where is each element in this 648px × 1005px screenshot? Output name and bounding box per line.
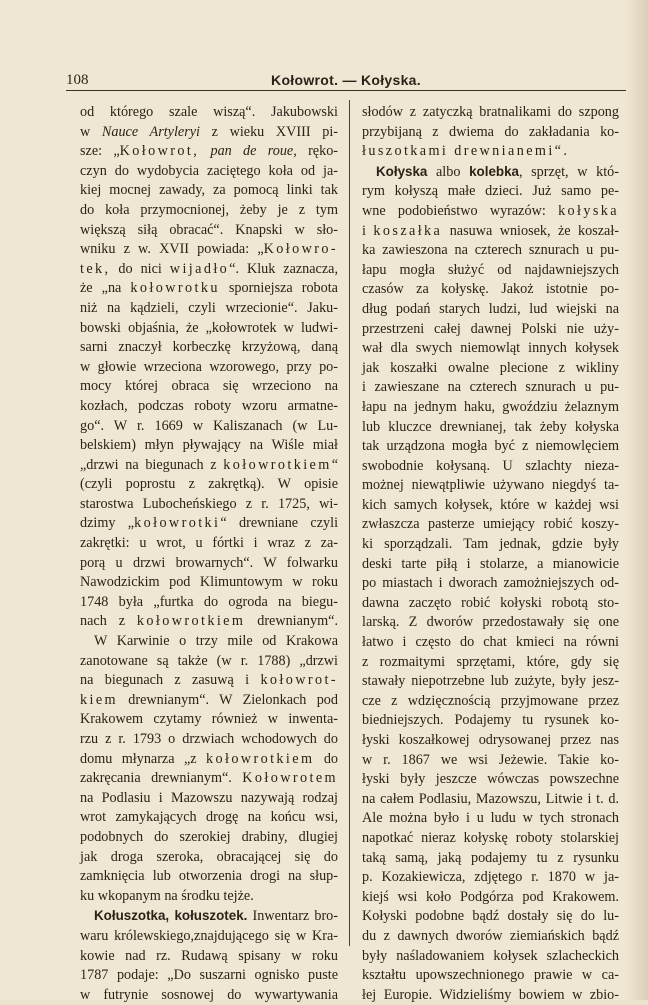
text-line: przestrzeni całej dawnej Polski nie uży- (362, 320, 619, 337)
text-line: mocy której obraca się wrzeciono na (80, 378, 338, 395)
text-line: słodów z zatyczką bratnalikami do szpong (362, 104, 619, 120)
text-line: rym kołyszą małe dzieci. Już samo pe- (362, 183, 619, 200)
text-line: kiej mocnej zawady, za pomocą linki tak (80, 182, 338, 199)
text-line: starostwa Lubocheńskiego z r. 1725, wi- (80, 495, 338, 512)
text-line: larską. Z dworów przedostawały się one (362, 614, 619, 631)
text-line: tak urządzona mogła być z niemowlęciem (362, 438, 619, 455)
text-line: du z dawnych dworów ziemiańskich bądź (362, 927, 619, 944)
text-line: (czyli poprostu z zakrętką). W opisie (80, 476, 338, 493)
text-line: czasów za kołyskę. Jakoż istotnie po- (362, 281, 619, 298)
text-line: biedniejszych. Podajemy tu rysunek ko- (362, 712, 619, 729)
text-line: do koła przymocnionej, żeby je z tym (80, 201, 338, 218)
text-line: „drzwi na biegunach z kołowrotkiem“ (80, 456, 338, 473)
text-line: 1787 podaje: „Do suszarni ognisko puste (80, 967, 338, 984)
page-edge-shadow (626, 0, 648, 1000)
text-line: deski tarte piłą i stolarze, a mianowicie (362, 555, 619, 572)
text-line: od którego szale wiszą“. Jakubowski (80, 104, 338, 120)
text-line: przybijaną z dwiema do zakładania ko- (362, 123, 619, 140)
text-line: wał dla swych niemowląt innych kołysek (362, 340, 619, 357)
page-header (66, 62, 626, 88)
text-line: wne podobieństwo wyrazów: kołyska (362, 202, 619, 219)
text-line: łapu mogła służyć od najdawniejszych (362, 261, 619, 278)
text-line: czyn do wydobycia zaciętego koła od ja- (80, 162, 338, 179)
text-line: wrot zamykających drogę na końcu wsi, (80, 809, 338, 826)
text-line: tek, do nici wijadło“. Kluk zaznacza, (80, 260, 338, 277)
page-number: 108 (66, 72, 89, 88)
column-divider (349, 100, 350, 946)
text-line: jak droga szeroka, obracającej się do (80, 848, 338, 865)
text-line: jak koszałki owalne plecione z wikliny (362, 359, 619, 376)
text-line: łatwo i często do chat kmieci na równi (362, 634, 619, 651)
entry-heading: Kołuszotka, kołuszotek. (94, 908, 248, 924)
text-line: łej Europie. Widzieliśmy bowiem w zbio- (362, 986, 619, 1003)
text-line: zakręcania drewnianym“. Kołowrotem (80, 770, 338, 787)
text-line: łyski koszałkowej odrysowanej przez nas (362, 732, 619, 748)
header-rule (66, 90, 626, 91)
text-line: po miastach i dworach zamożniejszych od- (362, 575, 619, 592)
text-line: Ale można było i u ludu w tych stronach (362, 810, 619, 827)
text-line: sarni znaczył korbeczkę krzyżową, daną (80, 339, 338, 356)
text-line: zanotowane są także (w r. 1788) „drzwi (80, 652, 338, 669)
text-line: łuszotkami drewnianemi“. (362, 143, 570, 160)
text-line: kształtu upowszechnionego prawie w ca- (362, 967, 619, 984)
text-line: z rozmaitymi sprzętami, które, gdy się (362, 653, 619, 670)
text-line: belskiem) młyn pływający na Wiśle miał (80, 437, 338, 454)
text-line: Nawodzickim pod Klimuntowym w roku (80, 574, 338, 591)
text-line: dawna zaczęto robić kołyski robotą sto- (362, 594, 619, 611)
text-line: zwłaszcza pasterze umiejący robić koszy- (362, 516, 619, 533)
text-line: kich samych kołysek, które w każdej wsi (362, 496, 619, 513)
text-line: kozłach, podczas roboty wzoru armatne- (80, 397, 338, 414)
text-line: Krakowem czytamy również w inwenta- (80, 711, 338, 728)
text-line: stawały niepotrzebne lub zużyte, były jesz- (362, 673, 619, 690)
text-line: p. Kozakiewicza, zdjętego r. 1870 w ja- (362, 869, 619, 886)
text-line: możnej niewątpliwie używano niegdyś ta- (362, 477, 619, 494)
text-line: ki sporządzali. Tam jednak, gdzie były (362, 536, 619, 553)
text-line: domu młynarza „z kołowrotkiem do (80, 750, 339, 767)
text-line: kowie nad rz. Rudawą spisany w roku (80, 947, 338, 964)
text-line: bowski objaśnia, że „kołowrotek w ludwi- (80, 319, 338, 336)
text-line: większą siłą obracać“. Knapski w sło- (80, 221, 338, 238)
text-line: dług podań starych ludzi, lud wiejski na (362, 300, 619, 317)
text-line: Kołyski podobne bądź dostały się do lu- (362, 908, 619, 925)
text-line: były naśladowaniem kołysek szlacheckich (362, 947, 619, 964)
text-line: zamknięcia lub otworzenia drogi na słup- (80, 868, 338, 885)
text-line: łyski były jeszcze wówczas powszechne (362, 771, 619, 788)
text-line: podobnych do szerokiej drabiny, dlugiej (80, 828, 338, 845)
text-line: nach z kołowrotkiem drewnianym“. (80, 613, 338, 630)
text-line: cze z wdzięcznością przyjmowane przez (362, 692, 619, 709)
text-line: taką samą, jaką podajemy tu z rysunku (362, 849, 619, 866)
entry-heading: Kołyska (376, 163, 428, 179)
text-line: dzimy „kołowrotki“ drewniane czyli (80, 515, 339, 532)
text-line: ka zawieszona na czterech sznurach u pu- (362, 242, 619, 259)
text-line: na Podlasiu i Mazowszu nazywają rodzaj (80, 789, 338, 806)
text-line: i koszałka nasuwa wniosek, że koszał- (362, 222, 619, 239)
text-line: łapu na jednym haku, gwoździu żelaznym (362, 398, 619, 415)
text-line: wniku z w. XVII powiada: „Kołowro- (80, 241, 338, 258)
text-line: W Karwinie o trzy mile od Krakowa (94, 633, 338, 650)
entry-line: Kołuszotka, kołuszotek. Inwentarz bro- (94, 908, 338, 925)
text-line: sze: „Kołowrot, pan de roue, ręko- (80, 143, 339, 160)
text-line: w futrynie sosnowej do wywartywania (80, 986, 338, 1003)
text-line: na całem Podlasiu, Mazowszu, Litwie i t. d. (362, 790, 619, 807)
text-line: ku wkopanym na środku tejże. (80, 887, 254, 904)
left-column (80, 103, 338, 1005)
running-title: Kołowrot. — Kołyska. (271, 72, 421, 88)
entry-line: Kołyska albo kolebka, sprzęt, w któ- (376, 163, 619, 180)
text-line: kiejś wsi koło Podgórza pod Krakowem. (362, 888, 619, 905)
text-line: w Nauce Artyleryi z wieku XVIII pi- (80, 123, 338, 140)
text-line: w głowie wrzeciona wzorowego, przy po- (80, 358, 338, 375)
text-line: i zawieszane na czterech sznurach u pu- (362, 379, 619, 396)
text-line: waru królewskiego,znajdującego się w Kra- (80, 927, 338, 944)
text-line: go“. W r. 1669 w Kaliszanach (w Lu- (80, 417, 338, 434)
text-line: napotkać nieraz kołyskę roboty stolarskiej (362, 829, 619, 846)
text-line: w r. 1867 we wsi Jeżewie. Takie ko- (362, 751, 619, 768)
text-line: zakrętki: u wrot, u fórtki i wraz z za- (80, 535, 338, 552)
right-column (362, 103, 619, 1005)
text-line: na biegunach z zasuwą i kołowrot- (80, 672, 338, 689)
text-line: że „na kołowrotku sporniejsza robota (80, 280, 338, 297)
text-line: kiem drewnianym“. W Zielonkach pod (80, 691, 338, 708)
text-line: 1748 była „furtka do ogroda na biegu- (80, 593, 338, 610)
text-line: rzu z r. 1793 o drzwiach wchodowych do (80, 731, 338, 747)
text-line: swobodnie kołysaną. U szlachty nieza- (362, 457, 619, 474)
text-line: lub kluczce drewnianej, tak żeby kołyska (362, 418, 619, 435)
text-line: niż na kądzieli, czyli wrzecionie“. Jaku- (80, 299, 338, 316)
text-line: porą u drzwi browarnych“. W folwarku (80, 554, 338, 571)
